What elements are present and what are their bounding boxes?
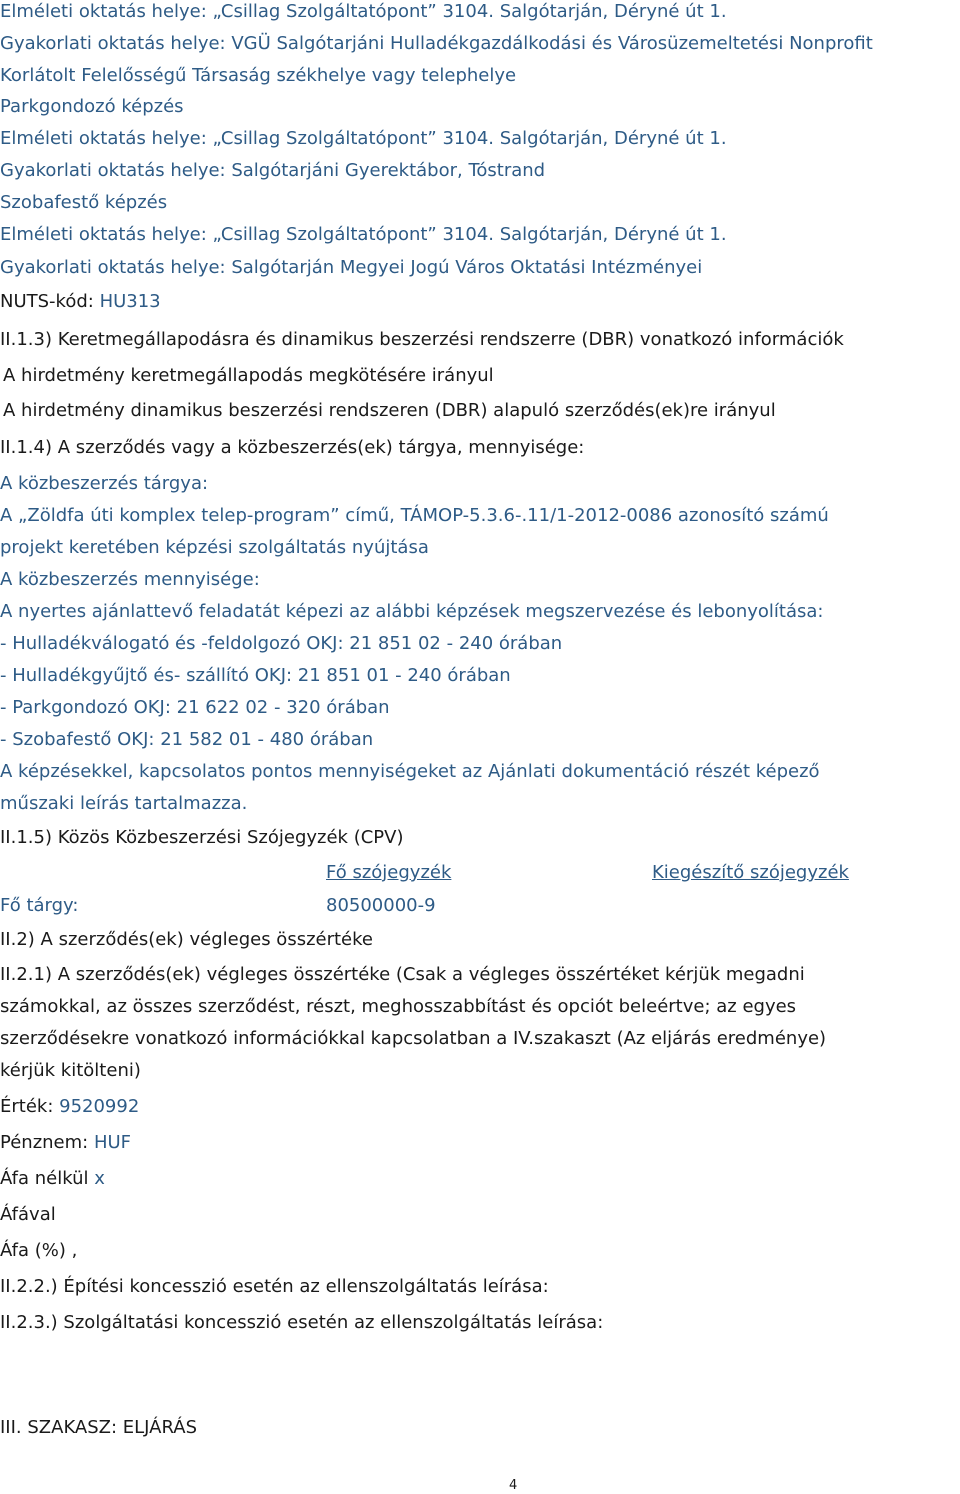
value-label: Érték: — [0, 1096, 60, 1117]
practice-location-line-2: Gyakorlati oktatás helye: Salgótarjáni Gyerektábor, Tóstrand — [0, 160, 546, 181]
quantity-item-1: - Hulladékválogató és -feldolgozó OKJ: 21 851 02 - 240 órában — [0, 633, 563, 654]
dbr-line: A hirdetmény dinamikus beszerzési rendszeren (DBR) alapuló szerződés(ek)re irányul — [3, 400, 776, 421]
nuts-code-label: NUTS-kód: — [0, 291, 100, 312]
section-heading-iii: III. SZAKASZ: ELJÁRÁS — [0, 1417, 198, 1438]
value-amount: 9520992 — [59, 1096, 140, 1117]
cpv-supplementary-header: Kiegészítő szójegyzék — [652, 862, 849, 883]
vat-excluded-row — [0, 1167, 105, 1191]
value-row — [0, 1095, 139, 1119]
quantity-note-line-2: műszaki leírás tartalmazza. — [0, 793, 248, 814]
section-heading-ii-2-2: II.2.2.) Építési koncesszió esetén az ellenszolgáltatás leírása: — [0, 1276, 549, 1297]
section-heading-ii-2: II.2) A szerződés(ek) végleges összértéke — [0, 929, 373, 950]
final-value-line-1: II.2.1) A szerződés(ek) végleges összértéke (Csak a végleges összértéket kérjük megadni — [0, 964, 805, 985]
final-value-line-4: kérjük kitölteni) — [0, 1060, 141, 1081]
theory-location-line-2: Elméleti oktatás helye: „Csillag Szolgáltatópont” 3104. Salgótarján, Déryné út 1. — [0, 128, 727, 149]
currency-label: Pénznem: — [0, 1132, 94, 1153]
framework-agreement-line: A hirdetmény keretmegállapodás megkötésére irányul — [3, 365, 494, 386]
vat-excluded-label: Áfa nélkül — [0, 1168, 95, 1189]
final-value-line-2: számokkal, az összes szerződést, részt, meghosszabbítást és opciót beleértve; az egyes — [0, 996, 797, 1017]
practice-location-line-3: Gyakorlati oktatás helye: Salgótarján Megyei Jogú Város Oktatási Intézményei — [0, 257, 703, 278]
quantity-label: A közbeszerzés mennyisége: — [0, 569, 260, 590]
cpv-subject-label: Fő tárgy: — [0, 895, 79, 916]
vat-included-label: Áfával — [0, 1204, 56, 1225]
theory-location-line-3: Elméleti oktatás helye: „Csillag Szolgáltatópont” 3104. Salgótarján, Déryné út 1. — [0, 224, 727, 245]
quantity-item-3: - Parkgondozó OKJ: 21 622 02 - 320 órában — [0, 697, 390, 718]
section-heading-ii-1-3: II.1.3) Keretmegállapodásra és dinamikus beszerzési rendszerre (DBR) vonatkozó információk — [0, 329, 844, 350]
practice-location-line-1: Gyakorlati oktatás helye: VGÜ Salgótarjáni Hulladékgazdálkodási és Városüzemeltetési Nonprofit — [0, 33, 873, 54]
nuts-code-value: HU313 — [99, 291, 161, 312]
cpv-main-header: Fő szójegyzék — [326, 862, 452, 883]
cpv-subject-value: 80500000-9 — [326, 895, 436, 916]
subject-text-line-1: A „Zöldfa úti komplex telep-program” című, TÁMOP-5.3.6-.11/1-2012-0086 azonosító számú — [0, 505, 829, 526]
training-title-parkgondozo: Parkgondozó képzés — [0, 96, 184, 117]
theory-location-line-1: Elméleti oktatás helye: „Csillag Szolgáltatópont” 3104. Salgótarján, Déryné út 1. — [0, 1, 727, 22]
quantity-intro: A nyertes ajánlattevő feladatát képezi az alábbi képzések megszervezése és lebonyolítása: — [0, 601, 824, 622]
training-title-szobafesto: Szobafestő képzés — [0, 192, 168, 213]
currency-row — [0, 1131, 131, 1155]
subject-text-line-2: projekt keretében képzési szolgáltatás nyújtása — [0, 537, 429, 558]
vat-excluded-mark: x — [94, 1168, 105, 1189]
nuts-code-row — [0, 290, 161, 314]
section-heading-ii-2-3: II.2.3.) Szolgáltatási koncesszió esetén az ellenszolgáltatás leírása: — [0, 1312, 604, 1333]
quantity-item-2: - Hulladékgyűjtő és- szállító OKJ: 21 851 01 - 240 órában — [0, 665, 511, 686]
final-value-line-3: szerződésekre vonatkozó információkkal kapcsolatban a IV.szakaszt (Az eljárás eredménye) — [0, 1028, 827, 1049]
vat-rate-label: Áfa (%) , — [0, 1240, 78, 1261]
quantity-note-line-1: A képzésekkel, kapcsolatos pontos mennyiségeket az Ajánlati dokumentáció részét képező — [0, 761, 820, 782]
section-heading-ii-1-4: II.1.4) A szerződés vagy a közbeszerzés(ek) tárgya, mennyisége: — [0, 437, 585, 458]
section-heading-ii-1-5: II.1.5) Közös Közbeszerzési Szójegyzék (CPV) — [0, 827, 404, 848]
page-number: 4 — [509, 1478, 518, 1493]
practice-location-line-1-cont: Korlátolt Felelősségű Társaság székhelye vagy telephelye — [0, 65, 517, 86]
subject-label: A közbeszerzés tárgya: — [0, 473, 209, 494]
currency-value: HUF — [93, 1132, 132, 1153]
quantity-item-4: - Szobafestő OKJ: 21 582 01 - 480 órában — [0, 729, 374, 750]
